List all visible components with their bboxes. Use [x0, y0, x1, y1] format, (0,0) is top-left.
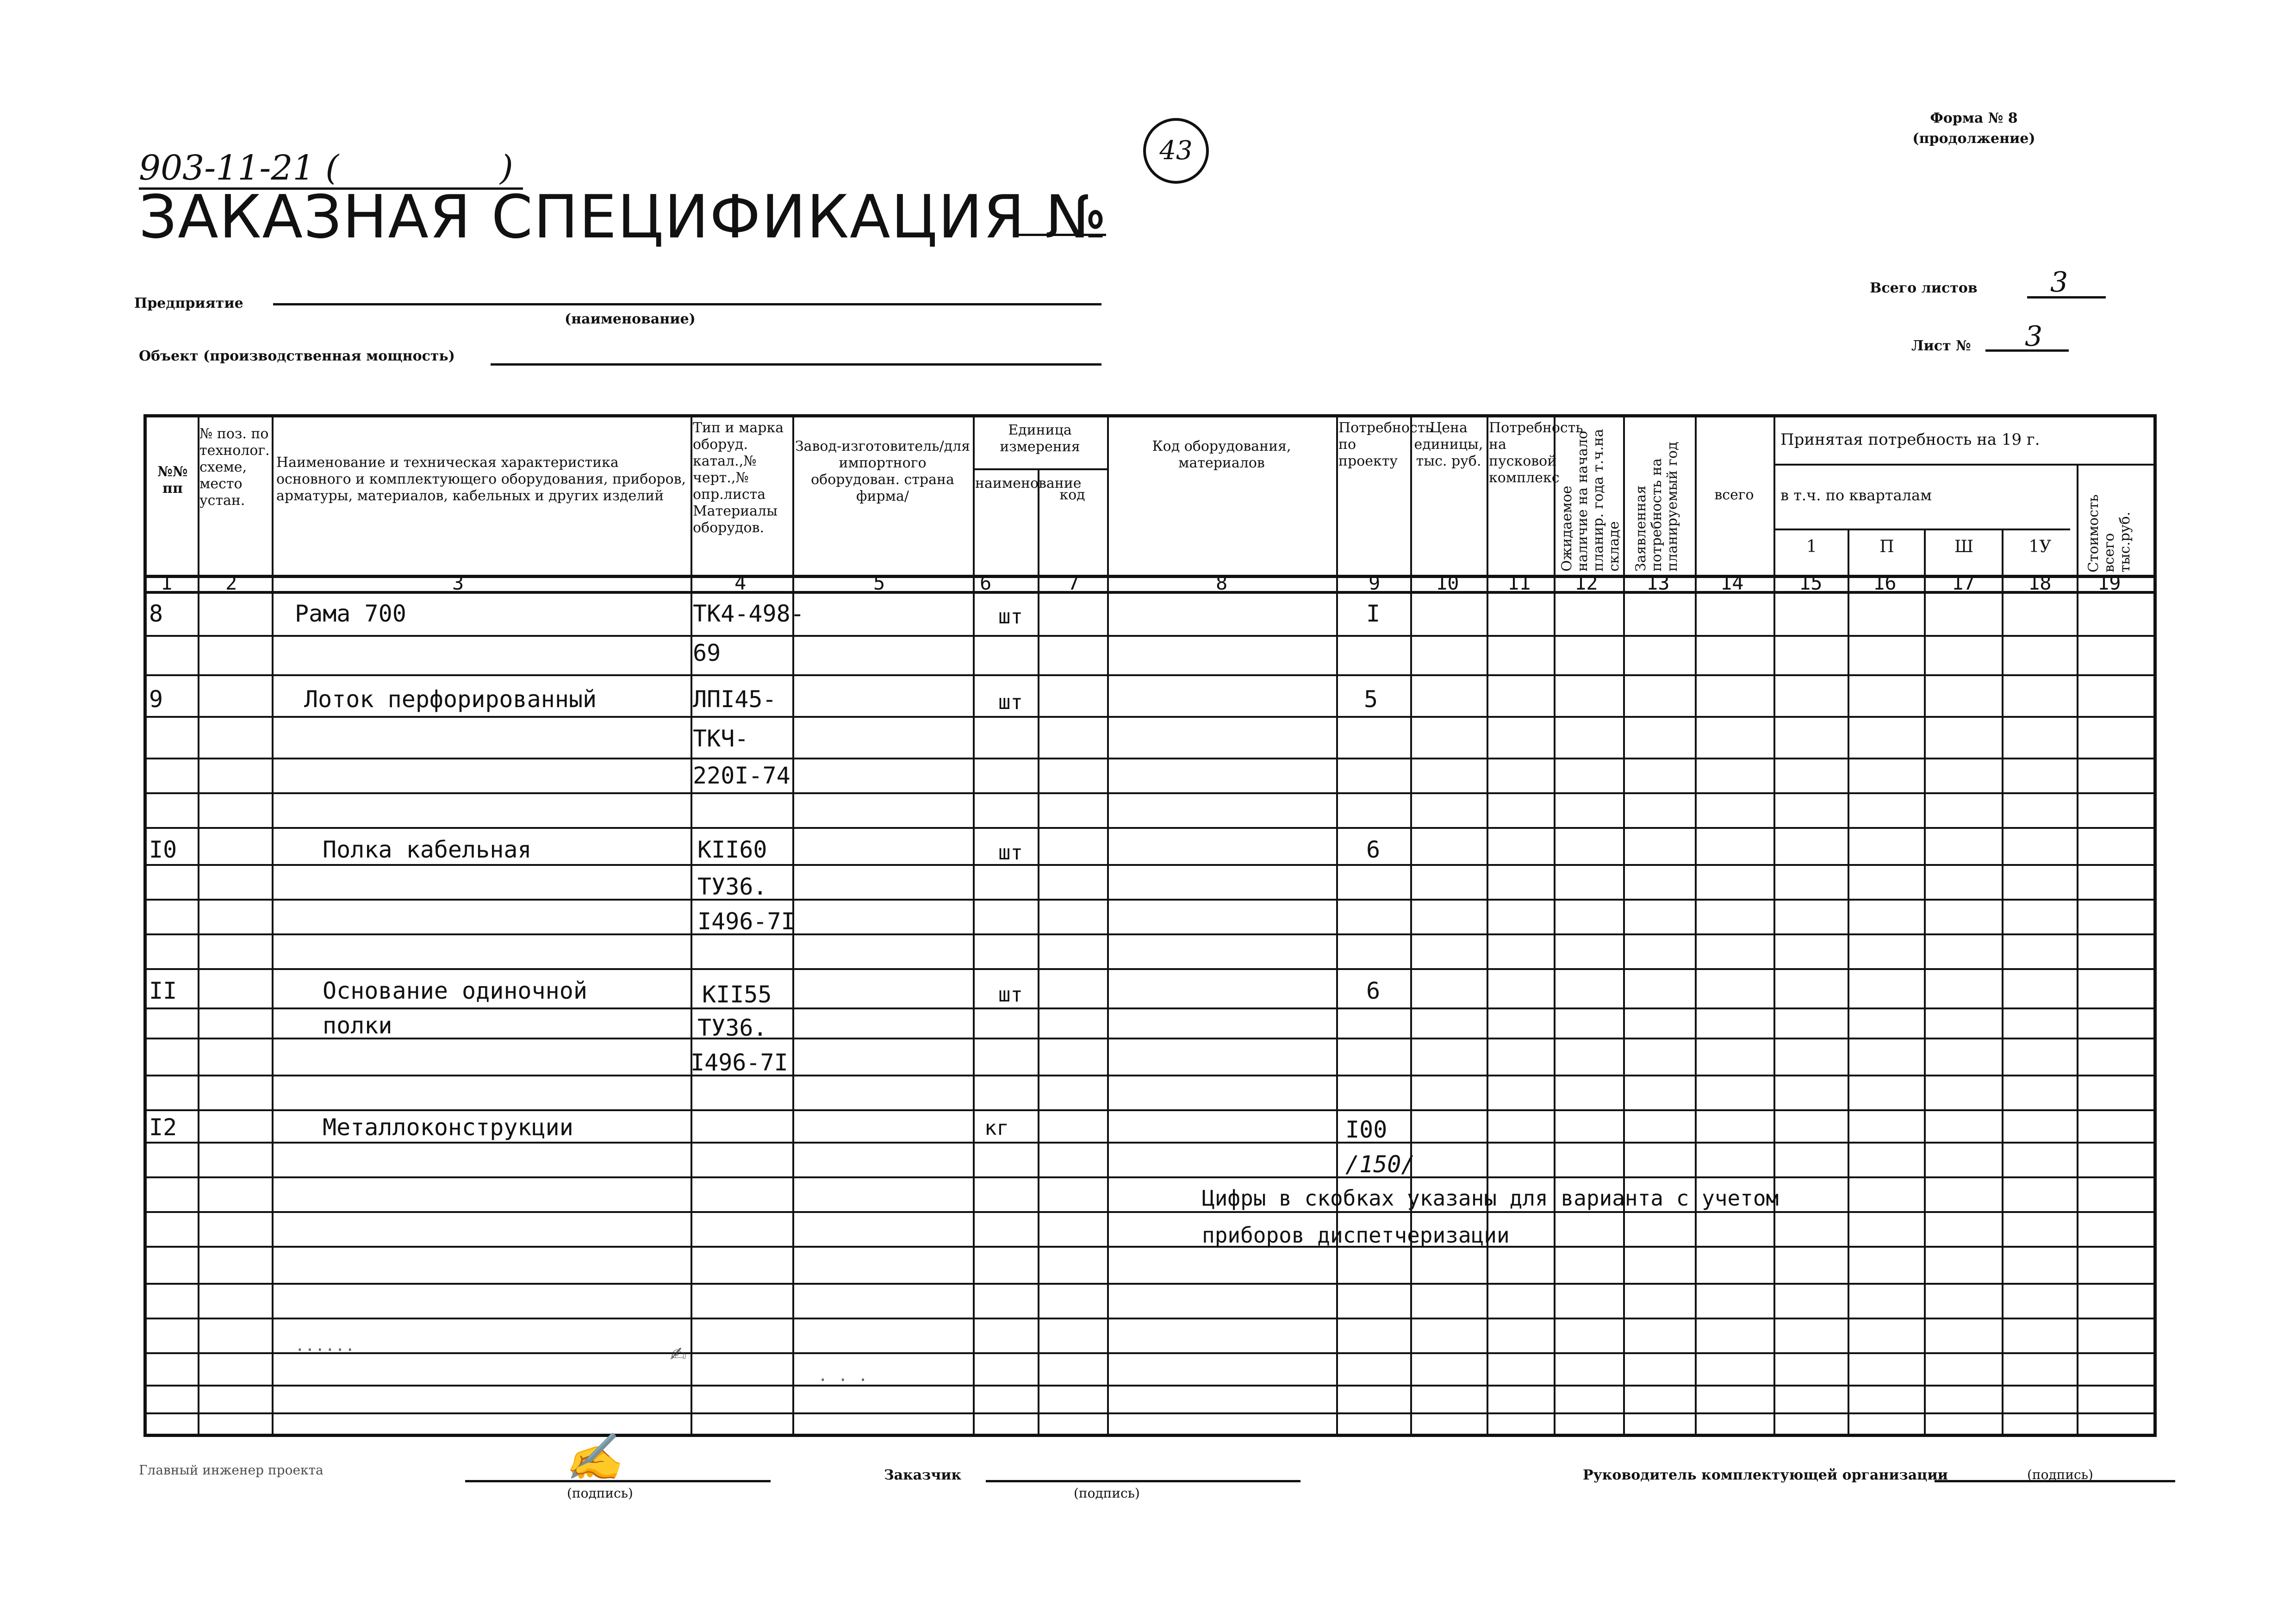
item-name: Рама 700 [295, 600, 406, 627]
col-number: 7 [1068, 572, 1080, 594]
total-sheets-value: 3 [2050, 266, 2068, 298]
header-q4: 1У [2028, 537, 2052, 556]
item-name: Металлоконструкции [323, 1114, 573, 1141]
row-line [147, 1318, 2153, 1319]
item-type: 220I-74 [693, 762, 790, 789]
item-qty: 5 [1364, 686, 1378, 713]
row-number: 9 [149, 686, 163, 713]
col-divider [1487, 417, 1488, 1434]
row-line [147, 864, 2153, 866]
row-line [147, 1109, 2153, 1111]
header-col9: Потребность по проекту [1338, 420, 1433, 469]
col-number: 10 [1436, 572, 1459, 594]
item-type: ЛПI45- [693, 686, 777, 713]
form-number: Форма № 8 [1930, 110, 2018, 126]
row-line [147, 1176, 2153, 1178]
col-number: 18 [2028, 572, 2052, 594]
col-divider [1773, 417, 1775, 1434]
col-divider [1410, 417, 1412, 1434]
chief-signature: ✍ [565, 1430, 622, 1484]
title-number-line [1018, 234, 1106, 236]
col-number: 3 [452, 572, 464, 594]
header-col4: Тип и марка оборуд. катал.,№ черт.,№ опр.листа Материалы оборудов. [693, 420, 784, 536]
sheet-line [1985, 349, 2069, 352]
row-line [147, 933, 2153, 935]
note-line2: приборов диспетчеризации [1202, 1223, 1510, 1248]
row-line [147, 758, 2153, 759]
col-number: 16 [1873, 572, 1897, 594]
header-col10: Цена единицы, тыс. руб. [1414, 420, 1483, 469]
col-divider [1336, 417, 1338, 1434]
col-divider [1695, 417, 1697, 1434]
item-type: КII55 [702, 981, 772, 1008]
row-line [147, 1075, 2153, 1076]
item-unit: шт [998, 690, 1023, 714]
accepted-header-divider [1773, 464, 2153, 466]
row-line [147, 968, 2153, 970]
row-line [147, 1246, 2153, 1248]
col-number: 4 [734, 572, 747, 594]
header-quarters: в т.ч. по кварталам [1780, 486, 1932, 504]
row-line [147, 635, 2153, 637]
col-divider [198, 417, 199, 1434]
item-unit: шт [998, 841, 1023, 864]
header-bottom-line [147, 575, 2153, 578]
col-number: 8 [1216, 572, 1228, 594]
col-number: 14 [1720, 572, 1744, 594]
item-qty: I [1366, 600, 1381, 627]
header-col12: Ожидаемое наличие на начало планир. года т.ч.на складе [1559, 429, 1622, 572]
row-line [147, 674, 2153, 676]
col-divider [1623, 417, 1625, 1434]
header-q1: 1 [1806, 537, 1817, 556]
object-label: Объект (производственная мощность) [139, 348, 455, 364]
enterprise-caption: (наименование) [565, 311, 696, 327]
numbers-row-line [147, 591, 2153, 594]
header-col5: Завод-изготовитель/для импортного оборудован. страна фирма/ [795, 438, 971, 504]
header-col2: № поз. по технолог. схеме, место устан. [199, 426, 270, 509]
row-line [147, 1412, 2153, 1414]
col-number: 11 [1507, 572, 1531, 594]
header-q3: Ш [1954, 537, 1974, 556]
item-name-cont: полки [323, 1012, 392, 1039]
col-number: 9 [1369, 572, 1381, 594]
item-type: 69 [693, 640, 721, 666]
doc-number-close: ) [500, 148, 513, 188]
col-divider [2077, 464, 2078, 1434]
col-divider [1924, 529, 1926, 1434]
note-line1: Цифры в скобках указаны для варианта с учетом [1202, 1186, 1779, 1211]
header-col1: №№ пп [157, 464, 188, 497]
header-unit: Единица измерения [1000, 422, 1080, 455]
header-col19: Стоимость всего тыс.руб. [2085, 494, 2133, 572]
col-number: 12 [1574, 572, 1598, 594]
row-line [147, 1352, 2153, 1354]
total-sheets-line [2027, 296, 2106, 298]
page-title: ЗАКАЗНАЯ СПЕЦИФИКАЦИЯ № [139, 183, 1108, 252]
row-number: 8 [149, 600, 163, 627]
col-number: 1 [161, 572, 173, 594]
signature-mark: ✍ [670, 1336, 687, 1368]
item-name: Полка кабельная [323, 836, 532, 863]
item-unit: шт [998, 983, 1023, 1007]
faded-text: · · · [818, 1371, 868, 1390]
col-number: 2 [225, 572, 237, 594]
row-line [147, 1385, 2153, 1387]
row-line [147, 716, 2153, 718]
customer-label: Заказчик [884, 1467, 962, 1483]
col-divider [272, 417, 274, 1434]
item-type: ТК4-498- [693, 600, 804, 627]
header-col8: Код оборудования, материалов [1152, 438, 1291, 471]
col-number: 19 [2097, 572, 2121, 594]
unit-header-divider [973, 468, 1107, 470]
col-divider [691, 417, 692, 1434]
row-number: I2 [149, 1114, 177, 1141]
col-divider [2002, 529, 2004, 1434]
col-divider [1038, 468, 1039, 1434]
specification-table [143, 414, 2157, 1437]
item-type: ТКЧ- [693, 725, 749, 752]
row-number: I0 [149, 836, 177, 863]
doc-number: 903-11-21 ( [139, 148, 339, 188]
item-type: ТУ36. [697, 1014, 767, 1041]
row-number: II [149, 977, 177, 1004]
form-continuation: (продолжение) [1912, 131, 2035, 147]
col-divider [973, 417, 975, 1434]
chief-engineer-label: Главный инженер проекта [139, 1462, 324, 1478]
header-col7: код [1059, 487, 1085, 503]
quarters-header-divider [1773, 529, 2070, 530]
item-qty: 6 [1366, 836, 1381, 863]
item-name: Лоток перфорированный [304, 686, 597, 713]
header-q2: П [1879, 537, 1894, 556]
header-accepted: Принятая потребность на 19 г. [1780, 430, 2040, 449]
row-line [147, 1211, 2153, 1213]
page-circle: 43 [1143, 118, 1209, 184]
item-qty: I00 [1345, 1116, 1388, 1143]
header-col3: Наименование и техническая характеристика основного и комплектующего оборудования, приборов, арматуры, материалов, кабельных и других изделий [276, 454, 686, 504]
header-col11: Потребность на пусковой комплекс [1489, 420, 1583, 486]
chief-signature-caption: (подпись) [567, 1486, 633, 1501]
sheet-value: 3 [2025, 320, 2043, 353]
object-line [491, 363, 1101, 366]
header-col13: Заявленная потребность на планируемый год [1633, 442, 1680, 572]
sheet-label: Лист № [1911, 338, 1971, 354]
customer-signature-line [986, 1480, 1300, 1482]
item-unit: шт [998, 605, 1023, 628]
col-number: 6 [980, 572, 992, 594]
faded-text: ······ [295, 1341, 355, 1360]
item-unit: кг [984, 1116, 1009, 1140]
row-line [147, 1283, 2153, 1285]
col-divider [1107, 417, 1109, 1434]
row-line [147, 792, 2153, 794]
col-number: 17 [1952, 572, 1975, 594]
total-sheets-label: Всего листов [1870, 280, 1978, 296]
item-qty-alt: /150/ [1345, 1151, 1415, 1178]
col-number: 15 [1799, 572, 1823, 594]
header-col14: всего [1714, 487, 1754, 503]
col-divider [1848, 529, 1849, 1434]
item-type: КII60 [697, 836, 767, 863]
header-col6: наименование [975, 475, 1082, 491]
col-number: 13 [1646, 572, 1670, 594]
item-type: I496-7I [691, 1049, 788, 1076]
col-divider [1554, 417, 1556, 1434]
head-signature-caption: (подпись) [2027, 1467, 2093, 1482]
enterprise-line [273, 303, 1101, 305]
row-line [147, 1038, 2153, 1039]
row-line [147, 1007, 2153, 1009]
item-qty: 6 [1366, 977, 1381, 1004]
item-name: Основание одиночной [323, 977, 587, 1004]
item-type: ТУ36. [697, 873, 767, 900]
row-line [147, 827, 2153, 829]
row-line [147, 1142, 2153, 1144]
item-type: I496-7I [697, 908, 795, 935]
head-label: Руководитель комплектующей организации [1583, 1467, 1948, 1483]
customer-signature-caption: (подпись) [1074, 1486, 1140, 1501]
enterprise-label: Предприятие [134, 295, 243, 311]
row-line [147, 899, 2153, 901]
col-number: 5 [873, 572, 885, 594]
